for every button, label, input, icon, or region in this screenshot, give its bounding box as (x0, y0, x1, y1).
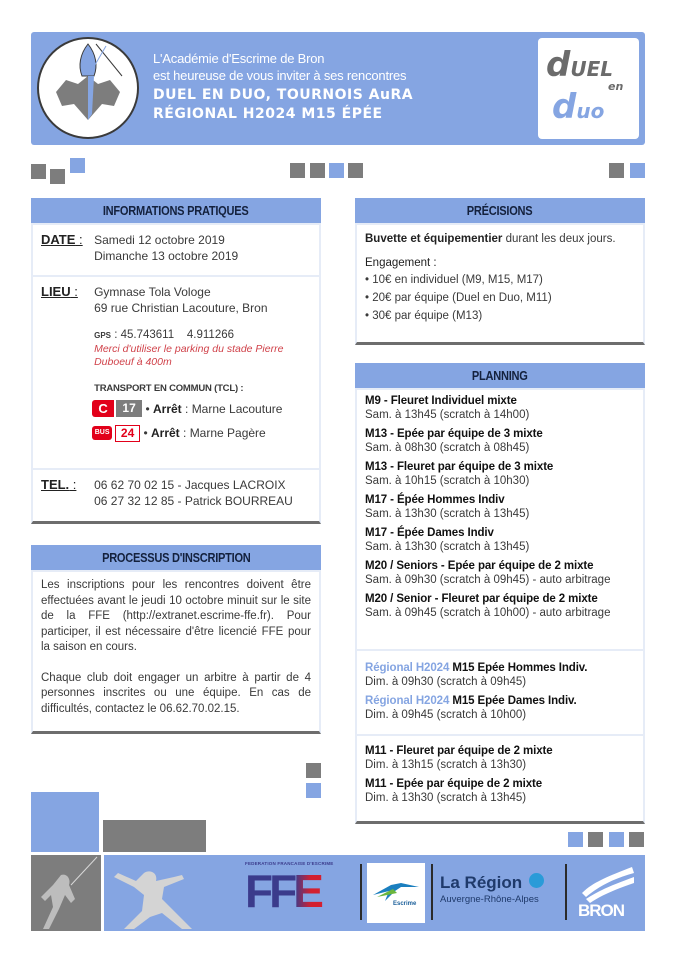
planning-item-time: Dim. à 13h15 (scratch à 13h30) (365, 759, 527, 771)
planning-item-time: Dim. à 09h45 (scratch à 10h00) (365, 709, 527, 721)
planning-sunday (357, 736, 643, 805)
planning-item (365, 559, 635, 587)
date-line: Samedi 12 octobre 2019 (94, 233, 225, 247)
tel-values (94, 477, 293, 509)
logo-letter-d1: d (546, 45, 571, 85)
planning-item-title (365, 661, 635, 675)
inscription-para-2: Chaque club doit engager un arbitre à partir de 4 personnes inscrites ou une équipe. En cas de difficultés, contactez le 06.62.70.02.15. (41, 671, 311, 715)
logo-word-uel: UEL (570, 57, 613, 81)
duel-en-duo-logo (538, 38, 639, 139)
date-row (33, 225, 319, 277)
tel-line: 06 27 32 12 85 - Patrick BOURREAU (94, 494, 293, 508)
buvette-line: Buvette et équipementier durant les deux jours. (365, 233, 616, 245)
header-text (153, 50, 413, 124)
deco-square (50, 169, 65, 184)
gps-line: GPS : 45.743611 4.911266 (94, 329, 235, 341)
lieu-row (33, 277, 319, 470)
planning-item-title: M20 / Senior - Fleuret par équipe de 2 mixte (365, 593, 598, 605)
planning-item (365, 427, 635, 455)
escrime-logo (367, 863, 425, 923)
bus-line-row (92, 424, 309, 441)
region-mountain-icon (529, 873, 544, 888)
date-label: DATE : (41, 232, 83, 247)
info-box (31, 223, 321, 524)
deco-block (31, 792, 99, 852)
tram-stop: • Arrêt : Marne Lacouture (145, 401, 283, 416)
logo-divider (565, 864, 567, 920)
planning-item-title: M9 - Fleuret Individuel mixte (365, 395, 517, 407)
precisions-box (355, 223, 645, 345)
header-banner (31, 32, 645, 145)
planning-heading: PLANNING (355, 363, 645, 388)
deco-square (588, 832, 603, 847)
date-line: Dimanche 13 octobre 2019 (94, 249, 239, 263)
deco-square (609, 832, 624, 847)
precisions-heading: PRÉCISIONS (355, 198, 645, 223)
region-title: La Région (440, 873, 544, 893)
planning-item-title: M13 - Fleuret par équipe de 3 mixte (365, 461, 554, 473)
planning-item-time: Sam. à 10h15 (scratch à 10h30) (365, 475, 530, 487)
region-subtitle: Auvergne-Rhône-Alpes (440, 894, 539, 905)
tram-line-row (92, 400, 309, 417)
fencer-left-image (31, 855, 101, 931)
engagement-item: • 20€ par équipe (Duel en Duo, M11) (365, 292, 552, 304)
parking-note: Merci d'utiliser le parking du stade Pierre Duboeuf à 400m (94, 343, 284, 368)
deco-square (306, 783, 321, 798)
intro-line-1: L'Académie d'Escrime de Bron (153, 51, 325, 66)
planning-item-title (365, 694, 635, 708)
planning-box (355, 388, 645, 824)
inscription-para-1: Les inscriptions pour les rencontres doivent être effectuées avant le jeudi 10 octobre minuit sur le site de la FFE (http://extranet.escrime-ffe.fr). Pour participer, il est nécessaire d'être licencié FFE pour la saison en cours. (41, 579, 311, 653)
planning-item (365, 777, 635, 805)
info-heading: INFORMATIONS PRATIQUES (31, 198, 321, 223)
planning-saturday (357, 390, 643, 651)
planning-item-title: M13 - Epée par équipe de 3 mixte (365, 428, 543, 440)
ffe-letters: FFE (245, 866, 355, 916)
deco-square (70, 158, 85, 173)
engagement-label: Engagement : (365, 257, 437, 269)
planning-title-text: M15 Epée Dames Indiv. (449, 695, 577, 707)
deco-square (609, 163, 624, 178)
planning-item-time: Sam. à 13h45 (scratch à 14h00) (365, 409, 530, 421)
lieu-label: LIEU : (41, 284, 78, 299)
region-logo (440, 873, 544, 905)
planning-item-time: Sam. à 13h30 (scratch à 13h45) (365, 541, 530, 553)
engagement-item: • 30€ par équipe (M13) (365, 310, 483, 322)
escrime-fencer-icon (371, 877, 421, 903)
event-title-1: DUEL EN DUO, TOURNOIS AuRA (153, 87, 414, 103)
tel-row (33, 470, 319, 520)
tel-label: TEL. : (41, 477, 77, 492)
tram-c-icon: C (92, 400, 114, 417)
planning-item (365, 592, 635, 620)
ffe-logo (245, 861, 355, 916)
fencer-right-image (104, 855, 214, 931)
inscription-box (31, 570, 321, 734)
event-title-2: RÉGIONAL H2024 M15 ÉPÉE (153, 106, 383, 122)
logo-word-uo: uo (576, 99, 605, 123)
inscription-heading: PROCESSUS D'INSCRIPTION (31, 545, 321, 570)
deco-square (329, 163, 344, 178)
bus-stop: • Arrêt : Marne Pagère (143, 426, 266, 441)
planning-item (365, 694, 635, 722)
deco-square (31, 164, 46, 179)
deco-square (310, 163, 325, 178)
planning-item-time: Sam. à 09h45 (scratch à 10h00) - auto arbitrage (365, 607, 611, 619)
planning-item-title: M17 - Épée Hommes Indiv (365, 494, 505, 506)
planning-title-text: M15 Epée Hommes Indiv. (449, 662, 588, 674)
deco-square (348, 163, 363, 178)
academy-logo (36, 36, 140, 140)
planning-item-title: M20 / Seniors - Epée par équipe de 2 mixte (365, 560, 594, 572)
bus-icon: BUS (92, 426, 112, 440)
planning-item (365, 460, 635, 488)
bus-line-number: 24 (115, 425, 140, 442)
deco-square (290, 163, 305, 178)
date-values (94, 232, 238, 264)
deco-square (629, 832, 644, 847)
escrime-text: Escrime (393, 901, 417, 907)
transport-label: TRANSPORT EN COMMUN (TCL) : (94, 383, 244, 394)
gps-label: GPS (94, 331, 111, 340)
planning-item-time: Dim. à 09h30 (scratch à 09h45) (365, 676, 527, 688)
regional-prefix: Régional H2024 (365, 695, 450, 707)
planning-item-time: Sam. à 09h30 (scratch à 09h45) - auto arbitrage (365, 574, 611, 586)
planning-item (365, 661, 635, 689)
lieu-values (94, 284, 309, 442)
lieu-line: 69 rue Christian Lacouture, Bron (94, 301, 268, 315)
logo-word-en: en (608, 80, 624, 93)
planning-item-title: M11 - Epée par équipe de 2 mixte (365, 778, 543, 790)
ffe-caption: FEDERATION FRANCAISE D'ESCRIME (245, 861, 334, 866)
intro-line-2: est heureuse de vous inviter à ses rencontres (153, 68, 407, 83)
deco-square (306, 763, 321, 778)
planning-item-time: Sam. à 13h30 (scratch à 13h45) (365, 508, 530, 520)
bron-logo (572, 863, 638, 925)
deco-square (568, 832, 583, 847)
planning-item-title: M11 - Fleuret par équipe de 2 mixte (365, 745, 553, 757)
planning-item-title: M17 - Épée Dames Indiv (365, 527, 494, 539)
logo-divider (360, 864, 362, 920)
deco-block (103, 820, 206, 852)
engagement-item: • 10€ en individuel (M9, M15, M17) (365, 274, 543, 286)
bron-wave-icon (572, 863, 638, 903)
deco-square (630, 163, 645, 178)
footer-band (104, 855, 645, 931)
planning-item (365, 526, 635, 554)
planning-regional (357, 651, 643, 736)
planning-item (365, 394, 635, 422)
tel-line: 06 62 70 02 15 - Jacques LACROIX (94, 478, 286, 492)
planning-item (365, 744, 635, 772)
logo-divider (431, 864, 433, 920)
planning-item-time: Sam. à 08h30 (scratch à 08h45) (365, 442, 530, 454)
gps-lon: 4.911266 (186, 329, 235, 341)
tram-line-number: 17 (116, 400, 142, 417)
gps-lat: 45.743611 (120, 329, 175, 341)
regional-prefix: Régional H2024 (365, 662, 450, 674)
bron-text: BRON (578, 901, 625, 920)
lieu-line: Gymnase Tola Vologe (94, 285, 211, 299)
planning-item (365, 493, 635, 521)
logo-letter-d2: d (552, 87, 577, 127)
planning-item-time: Dim. à 13h30 (scratch à 13h45) (365, 792, 527, 804)
